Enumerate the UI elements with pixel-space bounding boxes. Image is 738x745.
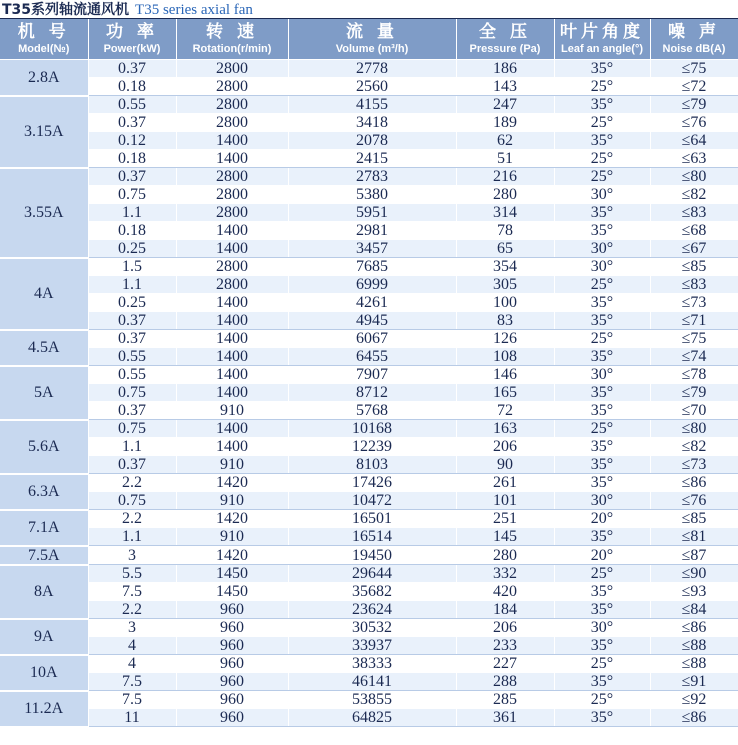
pressure-cell: 78 — [456, 222, 554, 240]
rotation-cell: 1400 — [176, 240, 288, 258]
power-cell: 0.12 — [88, 132, 176, 150]
leaf-angle-cell: 35° — [554, 96, 650, 114]
noise-cell: ≤68 — [650, 222, 738, 240]
table-row — [0, 655, 738, 673]
table-row — [0, 168, 738, 186]
noise-cell: ≤67 — [650, 240, 738, 258]
table-row — [0, 258, 738, 276]
table-row — [0, 312, 738, 330]
table-row — [0, 402, 738, 420]
power-cell: 0.18 — [88, 78, 176, 96]
table-row — [0, 420, 738, 438]
noise-cell: ≤88 — [650, 637, 738, 655]
power-cell: 2.2 — [88, 510, 176, 528]
power-cell: 1.1 — [88, 438, 176, 456]
leaf-angle-cell: 35° — [554, 60, 650, 78]
noise-cell: ≤92 — [650, 691, 738, 709]
table-row — [0, 510, 738, 528]
volume-cell: 5380 — [288, 186, 456, 204]
volume-cell: 33937 — [288, 637, 456, 655]
volume-cell: 6067 — [288, 330, 456, 348]
pressure-cell: 101 — [456, 492, 554, 510]
table-row — [0, 673, 738, 691]
noise-cell: ≤86 — [650, 474, 738, 492]
leaf-angle-cell: 20° — [554, 546, 650, 565]
leaf-angle-cell: 25° — [554, 114, 650, 132]
table-row — [0, 384, 738, 402]
noise-cell: ≤82 — [650, 438, 738, 456]
rotation-cell: 1400 — [176, 294, 288, 312]
model-cell: 5A — [0, 366, 88, 420]
header-volume: 流 量 Volume (m³/h) — [288, 19, 456, 60]
volume-cell: 8103 — [288, 456, 456, 474]
volume-cell: 16501 — [288, 510, 456, 528]
leaf-angle-cell: 35° — [554, 204, 650, 222]
table-body — [0, 60, 738, 727]
volume-cell: 17426 — [288, 474, 456, 492]
noise-cell: ≤83 — [650, 276, 738, 294]
volume-cell: 4155 — [288, 96, 456, 114]
volume-cell: 7907 — [288, 366, 456, 384]
power-cell: 0.55 — [88, 348, 176, 366]
leaf-angle-cell: 35° — [554, 312, 650, 330]
rotation-cell: 910 — [176, 402, 288, 420]
noise-cell: ≤81 — [650, 528, 738, 546]
table-row — [0, 709, 738, 727]
volume-cell: 6999 — [288, 276, 456, 294]
pressure-cell: 206 — [456, 438, 554, 456]
power-cell: 1.5 — [88, 258, 176, 276]
table-row — [0, 348, 738, 366]
model-cell: 7.1A — [0, 510, 88, 546]
rotation-cell: 2800 — [176, 204, 288, 222]
pressure-cell: 189 — [456, 114, 554, 132]
power-cell: 1.1 — [88, 528, 176, 546]
power-cell: 4 — [88, 637, 176, 655]
noise-cell: ≤76 — [650, 114, 738, 132]
volume-cell: 16514 — [288, 528, 456, 546]
noise-cell: ≤75 — [650, 330, 738, 348]
power-cell: 3 — [88, 546, 176, 565]
leaf-angle-cell: 35° — [554, 709, 650, 727]
leaf-angle-cell: 35° — [554, 637, 650, 655]
volume-cell: 5951 — [288, 204, 456, 222]
rotation-cell: 2800 — [176, 78, 288, 96]
leaf-angle-cell: 25° — [554, 168, 650, 186]
table-row — [0, 366, 738, 384]
rotation-cell: 2800 — [176, 168, 288, 186]
leaf-angle-cell: 30° — [554, 492, 650, 510]
volume-cell: 19450 — [288, 546, 456, 565]
power-cell: 0.55 — [88, 366, 176, 384]
model-cell: 5.6A — [0, 420, 88, 474]
volume-cell: 2783 — [288, 168, 456, 186]
noise-cell: ≤80 — [650, 420, 738, 438]
rotation-cell: 2800 — [176, 60, 288, 78]
leaf-angle-cell: 30° — [554, 186, 650, 204]
model-cell: 8A — [0, 565, 88, 619]
rotation-cell: 910 — [176, 528, 288, 546]
leaf-angle-cell: 35° — [554, 348, 650, 366]
table-row — [0, 474, 738, 492]
pressure-cell: 146 — [456, 366, 554, 384]
leaf-angle-cell: 30° — [554, 366, 650, 384]
pressure-cell: 100 — [456, 294, 554, 312]
power-cell: 2.2 — [88, 601, 176, 619]
noise-cell: ≤86 — [650, 619, 738, 637]
leaf-angle-cell: 25° — [554, 565, 650, 583]
power-cell: 0.18 — [88, 222, 176, 240]
noise-cell: ≤71 — [650, 312, 738, 330]
rotation-cell: 960 — [176, 691, 288, 709]
rotation-cell: 1400 — [176, 366, 288, 384]
table-row — [0, 186, 738, 204]
pressure-cell: 247 — [456, 96, 554, 114]
power-cell: 7.5 — [88, 691, 176, 709]
volume-cell: 7685 — [288, 258, 456, 276]
leaf-angle-cell: 25° — [554, 150, 650, 168]
leaf-angle-cell: 25° — [554, 330, 650, 348]
volume-cell: 53855 — [288, 691, 456, 709]
power-cell: 0.37 — [88, 330, 176, 348]
power-cell: 1.1 — [88, 204, 176, 222]
pressure-cell: 280 — [456, 186, 554, 204]
header-rotation: 转 速 Rotation(r/min) — [176, 19, 288, 60]
volume-cell: 29644 — [288, 565, 456, 583]
leaf-angle-cell: 35° — [554, 528, 650, 546]
table-row — [0, 294, 738, 312]
power-cell: 0.37 — [88, 114, 176, 132]
table-row — [0, 619, 738, 637]
volume-cell: 2415 — [288, 150, 456, 168]
pressure-cell: 145 — [456, 528, 554, 546]
rotation-cell: 1450 — [176, 583, 288, 601]
pressure-cell: 62 — [456, 132, 554, 150]
power-cell: 0.37 — [88, 168, 176, 186]
power-cell: 0.18 — [88, 150, 176, 168]
table-row — [0, 78, 738, 96]
table-row — [0, 96, 738, 114]
volume-cell: 23624 — [288, 601, 456, 619]
pressure-cell: 108 — [456, 348, 554, 366]
pressure-cell: 186 — [456, 60, 554, 78]
model-cell: 3.55A — [0, 168, 88, 258]
noise-cell: ≤83 — [650, 204, 738, 222]
volume-cell: 2778 — [288, 60, 456, 78]
rotation-cell: 1400 — [176, 384, 288, 402]
volume-cell: 4261 — [288, 294, 456, 312]
model-cell: 4.5A — [0, 330, 88, 366]
fan-spec-table — [0, 19, 738, 728]
noise-cell: ≤79 — [650, 96, 738, 114]
pressure-cell: 65 — [456, 240, 554, 258]
pressure-cell: 163 — [456, 420, 554, 438]
rotation-cell: 2800 — [176, 96, 288, 114]
pressure-cell: 216 — [456, 168, 554, 186]
rotation-cell: 960 — [176, 673, 288, 691]
leaf-angle-cell: 20° — [554, 510, 650, 528]
table-row — [0, 60, 738, 78]
leaf-angle-cell: 35° — [554, 384, 650, 402]
power-cell: 2.2 — [88, 474, 176, 492]
pressure-cell: 288 — [456, 673, 554, 691]
pressure-cell: 206 — [456, 619, 554, 637]
noise-cell: ≤90 — [650, 565, 738, 583]
pressure-cell: 305 — [456, 276, 554, 294]
rotation-cell: 1400 — [176, 222, 288, 240]
rotation-cell: 1400 — [176, 150, 288, 168]
noise-cell: ≤84 — [650, 601, 738, 619]
noise-cell: ≤88 — [650, 655, 738, 673]
pressure-cell: 285 — [456, 691, 554, 709]
power-cell: 3 — [88, 619, 176, 637]
power-cell: 7.5 — [88, 673, 176, 691]
pressure-cell: 143 — [456, 78, 554, 96]
table-row — [0, 204, 738, 222]
pressure-cell: 51 — [456, 150, 554, 168]
model-cell: 10A — [0, 655, 88, 691]
pressure-cell: 227 — [456, 655, 554, 673]
noise-cell: ≤75 — [650, 60, 738, 78]
pressure-cell: 165 — [456, 384, 554, 402]
power-cell: 0.75 — [88, 420, 176, 438]
header-power: 功 率 Power(kW) — [88, 19, 176, 60]
pressure-cell: 83 — [456, 312, 554, 330]
power-cell: 0.75 — [88, 384, 176, 402]
leaf-angle-cell: 35° — [554, 294, 650, 312]
model-cell: 6.3A — [0, 474, 88, 510]
leaf-angle-cell: 35° — [554, 673, 650, 691]
table-row — [0, 132, 738, 150]
leaf-angle-cell: 35° — [554, 438, 650, 456]
pressure-cell: 332 — [456, 565, 554, 583]
pressure-cell: 126 — [456, 330, 554, 348]
header-noise: 噪 声 Noise dB(A) — [650, 19, 738, 60]
model-cell: 9A — [0, 619, 88, 655]
model-cell: 11.2A — [0, 691, 88, 727]
power-cell: 5.5 — [88, 565, 176, 583]
rotation-cell: 1420 — [176, 474, 288, 492]
volume-cell: 2078 — [288, 132, 456, 150]
rotation-cell: 1420 — [176, 546, 288, 565]
model-cell: 3.15A — [0, 96, 88, 168]
volume-cell: 30532 — [288, 619, 456, 637]
power-cell: 0.37 — [88, 312, 176, 330]
leaf-angle-cell: 35° — [554, 601, 650, 619]
table-row — [0, 528, 738, 546]
power-cell: 1.1 — [88, 276, 176, 294]
power-cell: 0.75 — [88, 492, 176, 510]
volume-cell: 10472 — [288, 492, 456, 510]
table-row — [0, 438, 738, 456]
table-row — [0, 222, 738, 240]
leaf-angle-cell: 25° — [554, 691, 650, 709]
noise-cell: ≤86 — [650, 709, 738, 727]
noise-cell: ≤79 — [650, 384, 738, 402]
table-row — [0, 330, 738, 348]
power-cell: 4 — [88, 655, 176, 673]
table-row — [0, 492, 738, 510]
table-row — [0, 601, 738, 619]
table-row — [0, 276, 738, 294]
leaf-angle-cell: 35° — [554, 583, 650, 601]
leaf-angle-cell: 35° — [554, 222, 650, 240]
model-cell: 4A — [0, 258, 88, 330]
pressure-cell: 280 — [456, 546, 554, 565]
rotation-cell: 1400 — [176, 312, 288, 330]
noise-cell: ≤85 — [650, 258, 738, 276]
power-cell: 0.37 — [88, 60, 176, 78]
page-title-bar — [0, 0, 738, 19]
volume-cell: 3418 — [288, 114, 456, 132]
noise-cell: ≤82 — [650, 186, 738, 204]
pressure-cell: 72 — [456, 402, 554, 420]
model-cell: 7.5A — [0, 546, 88, 565]
volume-cell: 4945 — [288, 312, 456, 330]
rotation-cell: 910 — [176, 492, 288, 510]
pressure-cell: 354 — [456, 258, 554, 276]
volume-cell: 10168 — [288, 420, 456, 438]
pressure-cell: 251 — [456, 510, 554, 528]
header-leaf-angle: 叶片角度 Leaf an angle(°) — [554, 19, 650, 60]
power-cell: 11 — [88, 709, 176, 727]
volume-cell: 38333 — [288, 655, 456, 673]
table-row — [0, 150, 738, 168]
header-pressure: 全 压 Pressure (Pa) — [456, 19, 554, 60]
leaf-angle-cell: 30° — [554, 619, 650, 637]
rotation-cell: 1450 — [176, 565, 288, 583]
pressure-cell: 90 — [456, 456, 554, 474]
noise-cell: ≤93 — [650, 583, 738, 601]
rotation-cell: 1400 — [176, 132, 288, 150]
pressure-cell: 261 — [456, 474, 554, 492]
noise-cell: ≤72 — [650, 78, 738, 96]
model-cell: 2.8A — [0, 60, 88, 96]
table-row — [0, 637, 738, 655]
rotation-cell: 1400 — [176, 330, 288, 348]
leaf-angle-cell: 35° — [554, 402, 650, 420]
pressure-cell: 233 — [456, 637, 554, 655]
rotation-cell: 2800 — [176, 258, 288, 276]
noise-cell: ≤85 — [650, 510, 738, 528]
pressure-cell: 184 — [456, 601, 554, 619]
leaf-angle-cell: 25° — [554, 276, 650, 294]
table-row — [0, 691, 738, 709]
volume-cell: 3457 — [288, 240, 456, 258]
noise-cell: ≤78 — [650, 366, 738, 384]
header-model: 机 号 Model(№) — [0, 19, 88, 60]
noise-cell: ≤70 — [650, 402, 738, 420]
power-cell: 0.37 — [88, 456, 176, 474]
leaf-angle-cell: 35° — [554, 132, 650, 150]
volume-cell: 2981 — [288, 222, 456, 240]
volume-cell: 64825 — [288, 709, 456, 727]
pressure-cell: 420 — [456, 583, 554, 601]
power-cell: 0.25 — [88, 294, 176, 312]
table-header-row — [0, 19, 738, 60]
page-title-english: T35 series axial fan — [135, 2, 253, 18]
power-cell: 0.37 — [88, 402, 176, 420]
leaf-angle-cell: 35° — [554, 474, 650, 492]
pressure-cell: 361 — [456, 709, 554, 727]
rotation-cell: 2800 — [176, 114, 288, 132]
rotation-cell: 960 — [176, 655, 288, 673]
table-row — [0, 456, 738, 474]
noise-cell: ≤73 — [650, 456, 738, 474]
rotation-cell: 1400 — [176, 420, 288, 438]
rotation-cell: 960 — [176, 709, 288, 727]
rotation-cell: 910 — [176, 456, 288, 474]
volume-cell: 8712 — [288, 384, 456, 402]
pressure-cell: 314 — [456, 204, 554, 222]
noise-cell: ≤74 — [650, 348, 738, 366]
volume-cell: 46141 — [288, 673, 456, 691]
table-row — [0, 240, 738, 258]
volume-cell: 6455 — [288, 348, 456, 366]
page-title-chinese: T35系列轴流通风机 — [2, 2, 130, 18]
noise-cell: ≤76 — [650, 492, 738, 510]
leaf-angle-cell: 25° — [554, 78, 650, 96]
rotation-cell: 960 — [176, 601, 288, 619]
table-row — [0, 583, 738, 601]
volume-cell: 5768 — [288, 402, 456, 420]
rotation-cell: 960 — [176, 619, 288, 637]
leaf-angle-cell: 35° — [554, 456, 650, 474]
table-row — [0, 114, 738, 132]
noise-cell: ≤87 — [650, 546, 738, 565]
noise-cell: ≤64 — [650, 132, 738, 150]
rotation-cell: 1420 — [176, 510, 288, 528]
volume-cell: 2560 — [288, 78, 456, 96]
power-cell: 0.55 — [88, 96, 176, 114]
rotation-cell: 2800 — [176, 276, 288, 294]
leaf-angle-cell: 25° — [554, 655, 650, 673]
rotation-cell: 1400 — [176, 348, 288, 366]
rotation-cell: 2800 — [176, 186, 288, 204]
noise-cell: ≤91 — [650, 673, 738, 691]
volume-cell: 12239 — [288, 438, 456, 456]
power-cell: 0.25 — [88, 240, 176, 258]
rotation-cell: 960 — [176, 637, 288, 655]
power-cell: 7.5 — [88, 583, 176, 601]
noise-cell: ≤80 — [650, 168, 738, 186]
table-row — [0, 565, 738, 583]
rotation-cell: 1400 — [176, 438, 288, 456]
leaf-angle-cell: 30° — [554, 258, 650, 276]
leaf-angle-cell: 25° — [554, 420, 650, 438]
table-row — [0, 546, 738, 565]
volume-cell: 35682 — [288, 583, 456, 601]
noise-cell: ≤63 — [650, 150, 738, 168]
leaf-angle-cell: 30° — [554, 240, 650, 258]
power-cell: 0.75 — [88, 186, 176, 204]
noise-cell: ≤73 — [650, 294, 738, 312]
